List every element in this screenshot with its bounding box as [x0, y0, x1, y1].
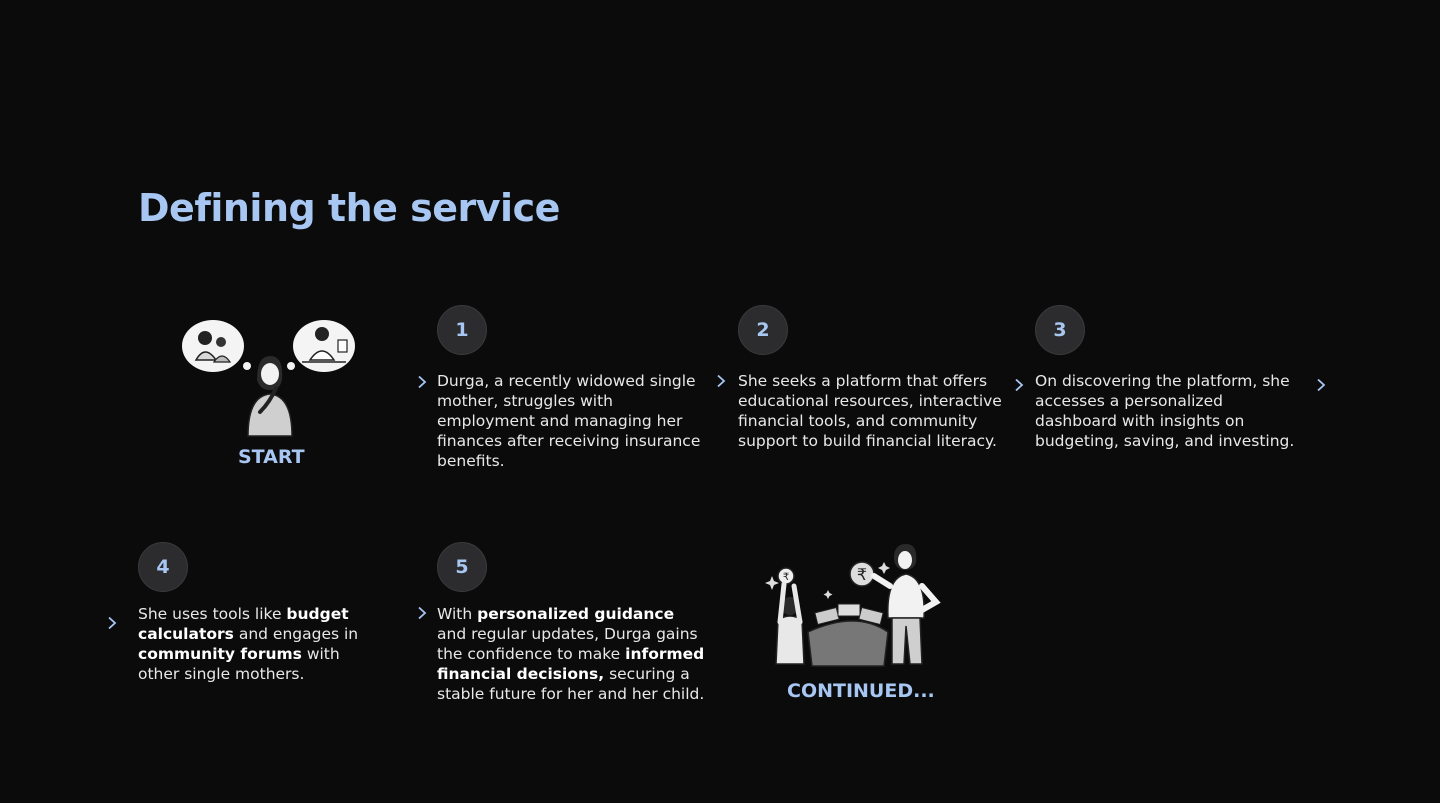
step-text-segment: Durga, a recently widowed single mother, struggles with employment and managing her finances after receiving insurance benefits. — [437, 372, 701, 470]
step-2-text — [738, 371, 1008, 451]
start-illustration — [178, 316, 360, 440]
step-1-text — [437, 371, 705, 471]
chevron-right-icon — [1013, 378, 1025, 392]
step-text-emphasis: budget calculators — [138, 605, 349, 643]
page-title: Defining the service — [138, 186, 560, 230]
chevron-right-icon — [1315, 378, 1327, 392]
step-5-badge: 5 — [437, 542, 487, 592]
continued-label: CONTINUED... — [787, 680, 935, 702]
chevron-right-icon — [715, 374, 727, 388]
step-text-segment: and regular updates, Durga gains the confidence to make — [437, 625, 698, 663]
chevron-right-icon — [416, 606, 428, 620]
step-text-segment: with other single mothers. — [138, 645, 340, 683]
end-illustration — [764, 540, 952, 670]
step-text-segment: She uses tools like — [138, 605, 287, 623]
step-2-badge: 2 — [738, 305, 788, 355]
step-text-segment: She seeks a platform that offers educational resources, interactive financial tools, and community support to build financial literacy. — [738, 372, 1002, 450]
step-text-emphasis: informed financial decisions, — [437, 645, 705, 683]
step-text-segment: On discovering the platform, she accesses a personalized dashboard with insights on budgeting, saving, and investing. — [1035, 372, 1295, 450]
step-3-badge: 3 — [1035, 305, 1085, 355]
step-text-segment: With — [437, 605, 478, 623]
step-1-badge: 1 — [437, 305, 487, 355]
step-3-text — [1035, 371, 1303, 451]
step-text-emphasis: personalized guidance — [477, 605, 675, 623]
step-5-text — [437, 604, 707, 704]
step-4-text — [138, 604, 384, 684]
step-text-segment: securing a stable future for her and her child. — [437, 665, 705, 703]
svg-text:₹: ₹ — [856, 565, 868, 584]
svg-text:₹: ₹ — [782, 572, 790, 583]
step-text-segment: and engages in — [233, 625, 359, 643]
step-4-badge: 4 — [138, 542, 188, 592]
start-label: START — [238, 446, 305, 468]
step-text-emphasis: community forums — [138, 645, 302, 663]
chevron-right-icon — [106, 616, 118, 630]
chevron-right-icon — [416, 375, 428, 389]
